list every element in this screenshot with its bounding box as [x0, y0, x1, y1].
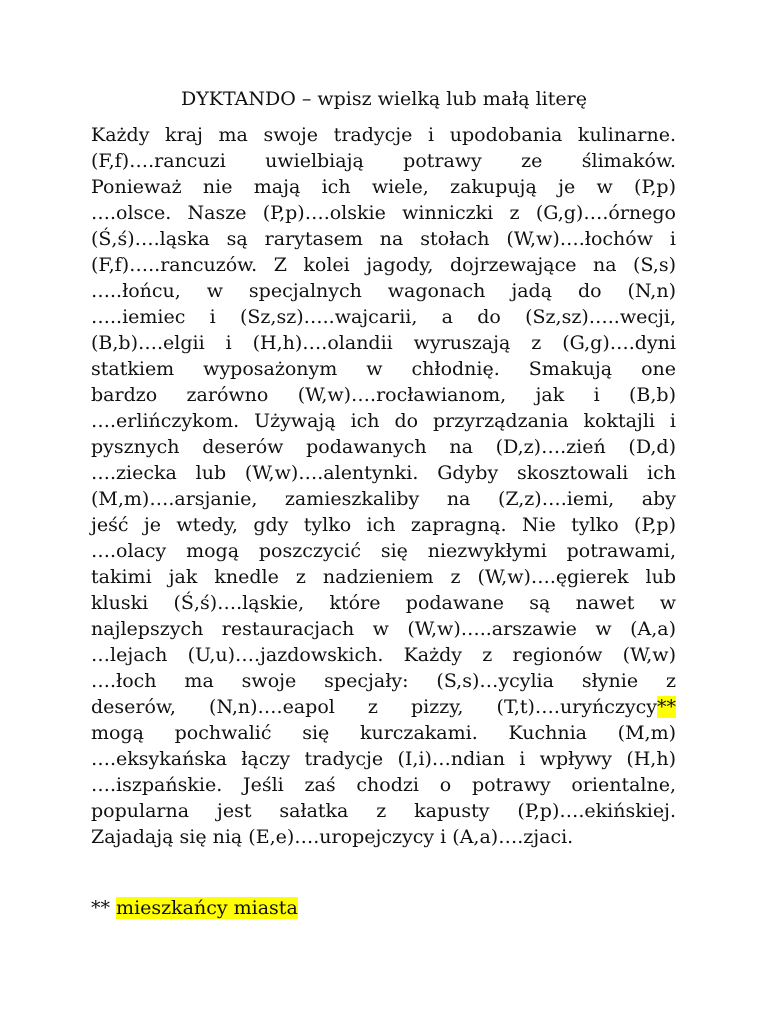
footnote-text: mieszkańcy miasta	[116, 897, 298, 919]
text-line: Zajadają się nią (E,e)….uropejczycy i (A,a)….zjaci.	[91, 826, 574, 848]
footnote-marker: **	[91, 897, 117, 919]
text-line: ….ziecka lub (W,w)….alentynki. Gdyby skosztowali ich	[91, 462, 676, 484]
text-line: (F,f)…..rancuzów. Z kolei jagody, dojrzewające na (S,s)	[91, 254, 676, 276]
dictation-text	[91, 122, 676, 850]
page-title: DYKTANDO – wpisz wielką lub małą literę	[181, 88, 587, 110]
text-line: …lejach (U,u)….jazdowskich. Każdy z regionów (W,w)	[91, 644, 676, 666]
text-line: (B,b)….elgii i (H,h)….olandii wyruszają z (G,g)….dyni	[91, 332, 676, 354]
text-line: ….iszpańskie. Jeśli zaś chodzi o potrawy orientalne,	[91, 774, 676, 796]
text-line-segment: deserów, (N,n)….eapol z pizzy, (T,t)….uryńczycy	[91, 696, 657, 718]
text-line: Każdy kraj ma swoje tradycje i upodobania kulinarne.	[91, 124, 676, 146]
text-line: (F,f)….rancuzi uwielbiają potrawy ze ślimaków.	[91, 150, 676, 172]
text-line: ….erlińczykom. Używają ich do przyrządzania koktajli i	[91, 410, 676, 432]
text-line-with-marker	[91, 694, 676, 720]
text-line: takimi jak knedle z nadzieniem z (W,w)….ęgierek lub	[91, 566, 676, 588]
text-line: jeść je wtedy, gdy tylko ich zapragną. Nie tylko (P,p)	[91, 514, 676, 536]
text-line: (M,m)….arsjanie, zamieszkaliby na (Z,z)….iemi, aby	[91, 488, 676, 510]
footnote-marker-highlight: **	[657, 696, 676, 718]
text-line: pysznych deserów podawanych na (D,z)….zień (D,d)	[91, 436, 676, 458]
text-line: kluski (Ś,ś)….ląskie, które podawane są nawet w	[91, 592, 676, 614]
text-line: bardzo zarówno (W,w)….rocławianom, jak i (B,b)	[91, 384, 676, 406]
text-line: …..łońcu, w specjalnych wagonach jadą do (N,n)	[91, 280, 676, 302]
footnote	[91, 895, 298, 921]
text-line: popularna jest sałatka z kapusty (P,p)….ekińskiej.	[91, 800, 676, 822]
text-line: najlepszych restauracjach w (W,w)…..arszawie w (A,a)	[91, 618, 676, 640]
text-line: ….eksykańska łączy tradycje (I,i)…ndian i wpływy (H,h)	[91, 748, 676, 770]
text-line: (Ś,ś)….ląska są rarytasem na stołach (W,w)….łochów i	[91, 228, 676, 250]
text-line: ….łoch ma swoje specjały: (S,s)…ycylia słynie z	[91, 670, 676, 692]
text-line: Ponieważ nie mają ich wiele, zakupują je w (P,p)	[91, 176, 676, 198]
text-line: ….olacy mogą poszczycić się niezwykłymi potrawami,	[91, 540, 676, 562]
text-line: statkiem wyposażonym w chłodnię. Smakują one	[91, 358, 676, 380]
text-line: …..iemiec i (Sz,sz)…..wajcarii, a do (Sz,sz)…..wecji,	[91, 306, 676, 328]
text-line: ….olsce. Nasze (P,p)….olskie winniczki z (G,g)….órnego	[91, 202, 676, 224]
text-line: mogą pochwalić się kurczakami. Kuchnia (M,m)	[91, 722, 676, 744]
